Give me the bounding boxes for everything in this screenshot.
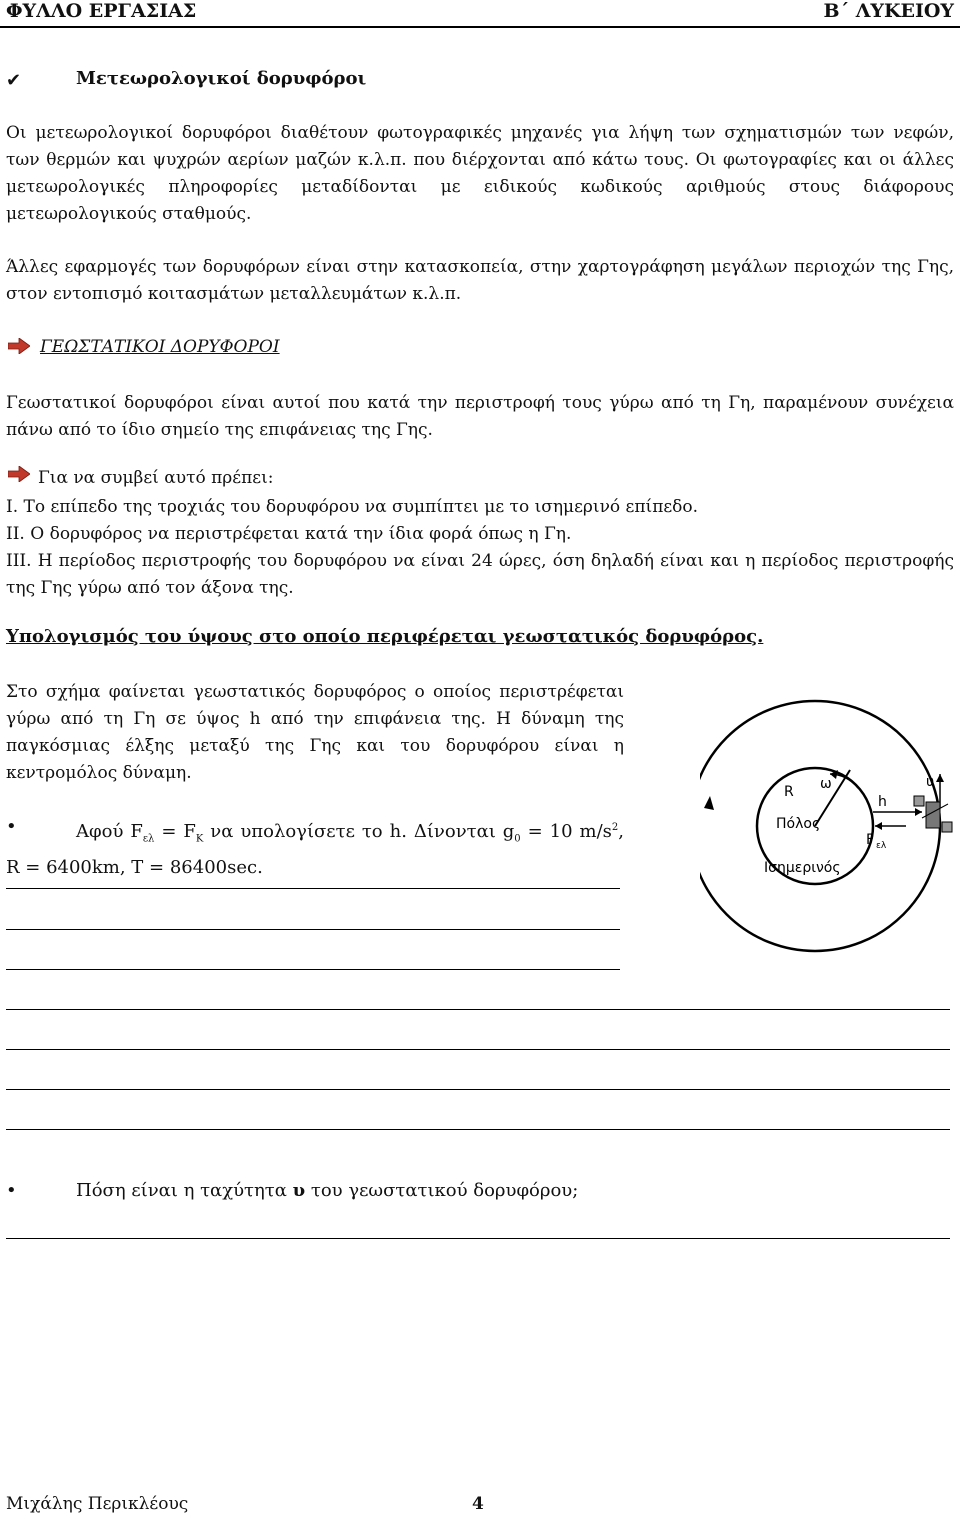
label-h: h bbox=[878, 794, 887, 810]
answer-line bbox=[6, 888, 620, 889]
satellite-icon bbox=[914, 796, 952, 832]
header-left: ΦΥΛΛΟ ΕΡΓΑΣΙΑΣ bbox=[6, 0, 197, 22]
paragraph-2: Άλλες εφαρμογές των δορυφόρων είναι στην κατασκοπεία, στην χαρτογράφηση μεγάλων περιοχών της Γης, στον εντοπισμό κοιτασμάτων μεταλλευμάτων κ.λ.π. bbox=[6, 257, 954, 304]
answer-line bbox=[6, 1129, 950, 1130]
answer-line bbox=[6, 1049, 950, 1050]
label-omega: ω bbox=[820, 776, 832, 792]
arrow-right-icon bbox=[8, 338, 30, 354]
page-header bbox=[0, 0, 960, 28]
answer-line bbox=[6, 1009, 950, 1010]
label-R: R bbox=[784, 784, 794, 800]
header-right: Β΄ ΛΥΚΕΙΟΥ bbox=[823, 0, 954, 22]
condition-item: I. Το επίπεδο της τροχιάς του δορυφόρου να συμπίπτει με το ισημερινό επίπεδο. bbox=[6, 497, 699, 517]
paragraph-3: Γεωστατικοί δορυφόροι είναι αυτοί που κατά την περιστροφή τους γύρω από τη Γη, παραμένουν συνέχεια πάνω από το ίδιο σημείο της επιφάνειας της Γης. bbox=[6, 393, 954, 440]
height-arrowhead bbox=[915, 808, 922, 816]
condition-item: III. Η περίοδος περιστροφής του δορυφόρου να είναι 24 ώρες, όση δηλαδή είναι και η περίοδος περιστροφής της Γης γύρω από τον άξονα της. bbox=[6, 551, 954, 598]
condition-list bbox=[6, 494, 954, 602]
orbit-direction-arrow bbox=[704, 796, 714, 810]
paragraph-1: Οι μετεωρολογικοί δορυφόροι διαθέτουν φωτογραφικές μηχανές για λήψη των σχηματισμών των νεφών, των θερμών και ψυχρών αερίων μαζών κ.λ.π. που διέρχονται από κάτω τους. Οι φωτογραφίες και οι άλλες μετεωρολογικές πληροφορίες μεταδίδονται με ειδικούς κωδικούς αριθμούς στους διάφορους μετεωρολογικούς σταθμούς. bbox=[6, 123, 954, 224]
answer-line bbox=[6, 969, 620, 970]
answer-line bbox=[6, 1089, 950, 1090]
label-F-sub: ελ bbox=[876, 841, 887, 851]
condition-item: II. Ο δορυφόρος να περιστρέφεται κατά την ίδια φορά όπως η Γη. bbox=[6, 524, 572, 544]
answer-line bbox=[6, 1238, 950, 1239]
checkmark-icon: ✔ bbox=[6, 70, 22, 91]
label-equator: Ισημερινός bbox=[764, 860, 841, 876]
paragraph-4: Στο σχήμα φαίνεται γεωστατικός δορυφόρος ο οποίος περιστρέφεται γύρω από τη Γη σε ύψος h από την επιφάνεια της. Η δύναμη της παγκόσμιας έλξης μεταξύ της Γης και του δορυφόρου είναι η κεντρομόλος δύναμη. bbox=[6, 682, 624, 783]
answer-line bbox=[6, 929, 620, 930]
label-u: υ bbox=[926, 774, 935, 790]
bullet-icon: • bbox=[6, 816, 17, 837]
label-F: F bbox=[866, 832, 875, 848]
footer-page-number: 4 bbox=[472, 1494, 484, 1514]
velocity-arrowhead bbox=[936, 774, 944, 782]
section-title: Μετεωρολογικοί δορυφόροι bbox=[76, 68, 367, 89]
force-arrowhead bbox=[875, 822, 882, 830]
bullet-icon: • bbox=[6, 1180, 17, 1201]
condition-intro: Για να συμβεί αυτό πρέπει: bbox=[38, 468, 274, 488]
question-2: Πόση είναι η ταχύτητα υ του γεωστατικού δορυφόρου; bbox=[76, 1180, 579, 1201]
arrow-right-icon bbox=[8, 466, 30, 482]
question-1: Αφού $F_{\varepsilon\lambda} = F_K$ να υπολογίσετε το h. Δίνονται $g_0 = 10$ $m/s^2$, R = 6400km, T = 86400sec. bbox=[6, 821, 624, 878]
subtitle: ΓΕΩΣΤΑΤΙΚΟΙ ΔΟΡΥΦΟΡΟΙ bbox=[40, 337, 280, 357]
calc-title: Υπολογισμός του ύψους στο οποίο περιφέρεται γεωστατικός δορυφόρος. bbox=[6, 626, 764, 647]
satellite-orbit-diagram bbox=[700, 688, 960, 1008]
footer-author: Μιχάλης Περικλέους bbox=[6, 1494, 189, 1514]
label-pole: Πόλος bbox=[776, 816, 821, 832]
